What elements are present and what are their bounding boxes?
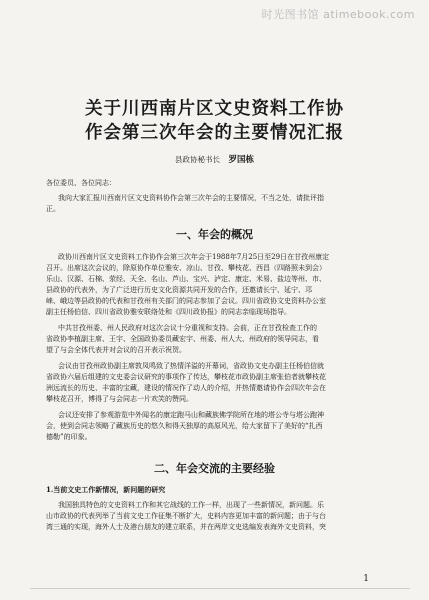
- paragraph-line: 召开。出席这次会议的，除原协作单位雅安、凉山、甘孜、攀枝花、西昌（四路照未到会）: [46, 264, 326, 272]
- title-line-1: 关于川西南片区文史资料工作协: [85, 99, 344, 119]
- title-line-2: 作会第三次年会的主要情况汇报: [85, 123, 344, 143]
- intro-line: 正。: [46, 205, 60, 213]
- paragraph-line: 会，使到会同志领略了藏族历史的悠久和得天独厚的高原风光，给大家留下了美好的“扎西: [46, 422, 323, 430]
- paragraph-line: 副主任杨伯信、四川省政协雅安联络处和《四川政协报》的同志亲临现场指导。: [46, 308, 291, 316]
- paragraph-line: 德勒”的印象。: [46, 433, 92, 441]
- author-role: 县政协秘书长: [175, 155, 221, 164]
- paragraph-line: 湾三通的实现，海外人士及港台朋友的建立联系，并在两岸文史选编发表海外文史资料，突: [46, 523, 326, 531]
- subheading: 1.当前文史工作新情况，新问题的研究: [46, 485, 166, 494]
- section-2-heading: 二、年会交流的主要经验: [154, 462, 275, 475]
- paragraph-line: 乐山、汉源、石棉、荥经、天全、名山、芦山、宝兴、泸定、康定、米易、盐边等州、市、: [46, 275, 326, 283]
- paragraph-line: 望了与会全体代表并对会议的召开表示祝贺。: [46, 346, 186, 354]
- intro-line: 我向大家汇报川西南片区文史资料协作会第三次年会的主要情况，不当之处，请批评指: [58, 194, 324, 202]
- paragraph-line: 省政协六届后组建的文史委会议研究的事项作了传达，攀枝花市政协副主席张伯者就攀枝花: [46, 373, 326, 381]
- paragraph-line: 县政协的代表外，为了广泛进行历史文化资源共同开发的合作，还邀请长宁、延宁、邛: [46, 286, 312, 294]
- paragraph-line: 我国独具特色的文史资料工作和其它战线的工作一样，出现了一些新情况，新问题。乐: [58, 501, 324, 509]
- section-1-heading: 一、年会的概况: [176, 228, 253, 241]
- paragraph-line: 省政协李植副主席、王宇、全国政协委员藏宏宇、州委、州人大、州政府的领导同志，看: [46, 335, 319, 343]
- paragraph-line: 中共甘孜州委、州人民政府对这次会议十分重视和支持。会前，正在甘孜检查工作的: [58, 324, 317, 332]
- watermark: 时光图书馆 atimebook.com: [261, 8, 415, 21]
- divider: [30, 588, 410, 589]
- paragraph-line: 洲远流长的历史、丰富的宝藏，建设的情况作了动人的介绍，并热情邀请协作会四次年会在: [46, 384, 326, 392]
- salutation: 各位委员、各位同志：: [46, 179, 116, 187]
- paragraph-line: 会议由甘孜州政协副主席敦凤鸣致了热情洋溢的开幕词，省政协文史办副主任杨伯信就: [58, 362, 324, 370]
- author-line: [0, 153, 429, 165]
- paragraph-line: 会议还安排了参观游览中外闻名的康定跑马山和藏族佛学院所在地的塔公寺与塔公跑神: [58, 411, 324, 419]
- author-name: 罗国栋: [228, 155, 254, 165]
- paragraph-line: 山市政协的代表列举了当前文史工作征集不断扩大，史料内容更加丰富的新问题；由于与台: [46, 512, 326, 520]
- paragraph-line: 攀枝花召开，博得了与会同志一片欢笑的赞同。: [46, 395, 193, 403]
- page-number: 1: [363, 574, 369, 584]
- paragraph-line: 政协川西南片区文史资料工作协作会第三次年会于1988年7月25日至29日在甘孜州康定: [58, 253, 330, 261]
- paragraph-line: 崃、峨边等县政协的代表和甘孜州有关部门的同志参加了会议。四川省政协文史资料办公室: [46, 297, 326, 305]
